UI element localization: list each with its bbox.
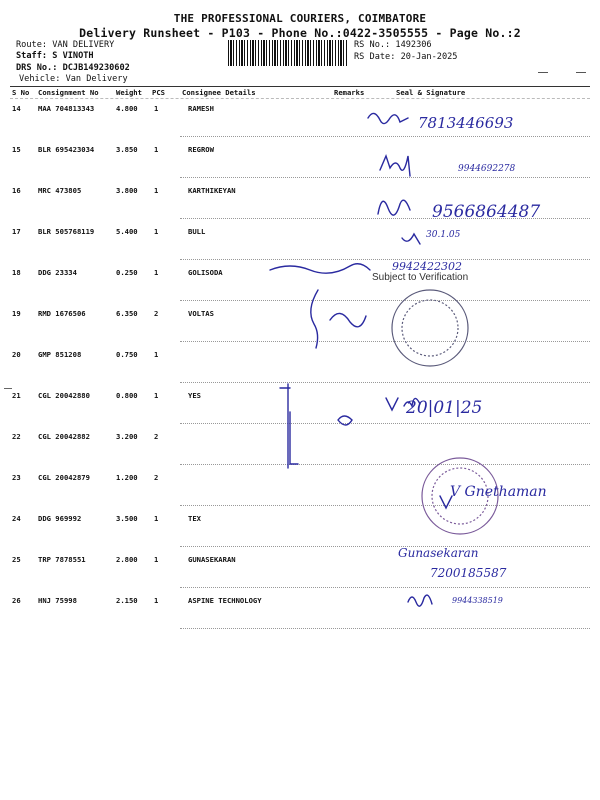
rs-date: RS Date: 20-Jan-2025 [354,52,458,62]
verification-stamp: Subject to Verification [372,272,469,283]
signature-phone: 7200185587 [430,566,507,580]
row-consignment: CGL 20042882 [38,432,90,441]
signature-scribble [270,264,370,273]
col-weight: Weight [116,88,142,97]
row-sno: 24 [12,514,21,523]
row-consignee: VOLTAS [188,309,214,318]
row-consignment: CGL 20042879 [38,473,90,482]
row-consignment: BLR 505768119 [38,227,95,236]
col-pcs: PCS [152,88,165,97]
signature-scribble [311,290,366,348]
row-sno: 22 [12,432,21,441]
row-pcs: 1 [154,227,159,236]
row-consignee: GUNASEKARAN [188,555,236,564]
row-sno: 14 [12,104,21,113]
ink-mark [338,416,352,425]
vehicle-label: Vehicle: Van Delivery [19,74,128,84]
col-consignee: Consignee Details [182,88,256,97]
row-pcs: 1 [154,391,159,400]
row-weight: 2.800 [116,555,138,564]
row-sno: 23 [12,473,21,482]
row-pcs: 1 [154,555,159,564]
signature-name: Gunasekaran [398,546,479,560]
signature-phone: 9944338519 [452,596,503,605]
route-label: Route: VAN DELIVERY [16,40,115,50]
signature-phone: 9944692278 [458,164,516,174]
signature-name: V Gnethaman [450,484,547,500]
col-seal-signature: Seal & Signature [396,88,466,97]
bracket-mark [280,384,298,468]
row-pcs: 2 [154,432,159,441]
signature-scribble [402,234,420,244]
row-weight: 3.800 [116,186,138,195]
col-sno: S No [12,88,30,97]
row-consignment: DDG 969992 [38,514,82,523]
row-pcs: 1 [154,514,159,523]
signature-phone: 9566864487 [432,202,541,222]
row-pcs: 1 [154,268,159,277]
row-consignment: TRP 7878551 [38,555,86,564]
row-consignee: RAMESH [188,104,214,113]
row-consignment: GMP 851208 [38,350,82,359]
row-sno: 17 [12,227,21,236]
row-consignment: MRC 473805 [38,186,82,195]
row-weight: 1.200 [116,473,138,482]
row-pcs: 2 [154,309,159,318]
row-weight: 3.200 [116,432,138,441]
runsheet-title: Delivery Runsheet - P103 - Phone No.:0422-3505555 - Page No.:2 [79,26,521,40]
row-sno: 20 [12,350,21,359]
row-consignee: YES [188,391,201,400]
row-pcs: 1 [154,104,159,113]
col-remarks: Remarks [334,88,365,97]
row-consignment: DDG 23334 [38,268,77,277]
row-pcs: 1 [154,596,159,605]
row-consignee: TEX [188,514,201,523]
row-sno: 18 [12,268,21,277]
margin-mark [4,388,12,389]
row-weight: 4.800 [116,104,138,113]
signature-date: 30.1.05 [426,230,461,240]
company-title: THE PROFESSIONAL COURIERS, COIMBATORE [173,12,427,25]
signature-scribble [368,113,408,123]
col-consignment: Consignment No [38,88,99,97]
row-weight: 0.250 [116,268,138,277]
row-pcs: 1 [154,350,159,359]
row-pcs: 1 [154,145,159,154]
signature-phone: 7813446693 [418,114,514,132]
row-weight: 5.400 [116,227,138,236]
row-consignee: KARTHIKEYAN [188,186,236,195]
row-sno: 25 [12,555,21,564]
row-consignment: CGL 20042880 [38,391,90,400]
row-sno: 26 [12,596,21,605]
row-sno: 19 [12,309,21,318]
signature-date: 20|01|25 [406,398,483,418]
round-stamp [392,290,468,366]
row-weight: 0.750 [116,350,138,359]
row-consignment: MAA 704813343 [38,104,95,113]
row-weight: 3.850 [116,145,138,154]
row-consignment: RMD 1676506 [38,309,86,318]
signature-scribble [408,595,432,606]
row-consignee: REGROW [188,145,214,154]
row-consignment: BLR 695423034 [38,145,95,154]
signature-scribble [380,156,410,176]
signature-phone: 9942422302 [392,260,462,273]
staff-label: Staff: S VINOTH [16,51,94,61]
row-sno: 21 [12,391,21,400]
row-sno: 16 [12,186,21,195]
row-weight: 0.800 [116,391,138,400]
row-sno: 15 [12,145,21,154]
row-consignee: BULL [188,227,206,236]
rs-number: RS No.: 1492306 [354,40,432,50]
row-consignee: ASPINE TECHNOLOGY [188,596,262,605]
signature-scribble [378,200,410,215]
row-weight: 6.350 [116,309,138,318]
row-pcs: 1 [154,186,159,195]
row-consignment: HNJ 75998 [38,596,77,605]
row-consignee: GOLISODA [188,268,223,277]
row-pcs: 2 [154,473,159,482]
row-weight: 2.150 [116,596,138,605]
row-weight: 3.500 [116,514,138,523]
drs-number: DRS No.: DCJB149230602 [16,63,130,73]
